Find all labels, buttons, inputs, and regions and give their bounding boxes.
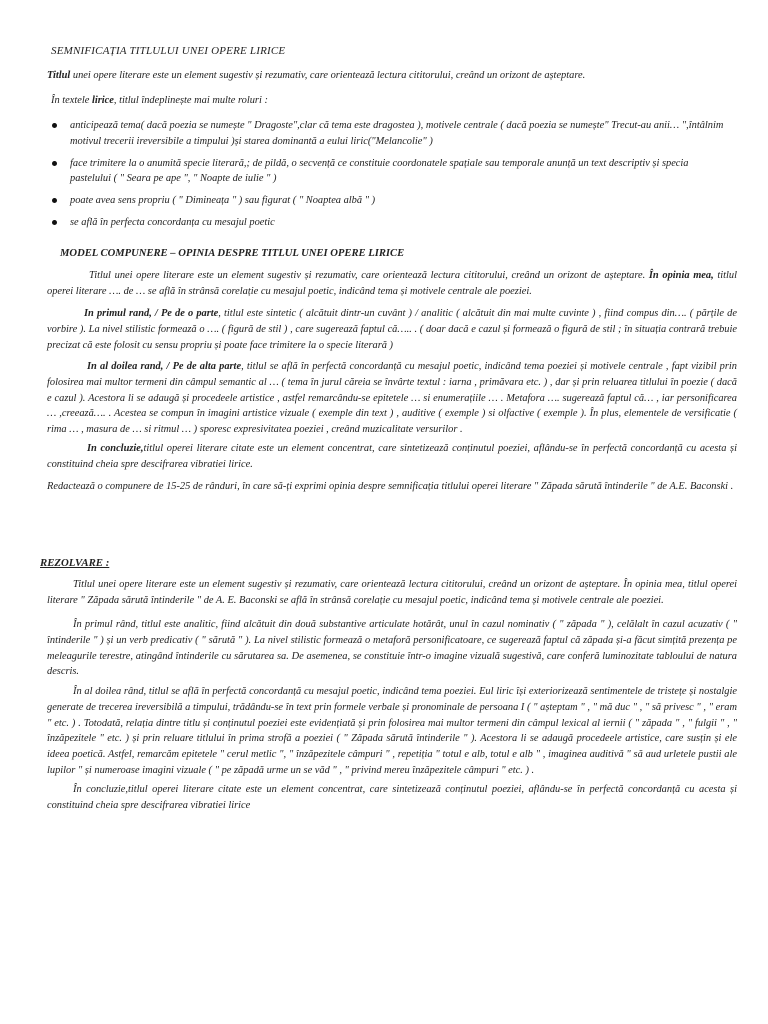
roles-list <box>52 118 732 237</box>
roles-intro-post: , titlul îndeplinește mai multe roluri : <box>113 95 268 106</box>
title-definition <box>47 68 737 84</box>
page-heading: SEMNIFICAȚIA TITLULUI UNEI OPERE LIRICE <box>51 45 286 57</box>
list-item <box>52 118 732 150</box>
model-heading: MODEL COMPUNERE – OPINIA DESPRE TITLUL UNEI OPERE LIRICE <box>60 248 405 259</box>
bullet-icon <box>52 161 57 166</box>
model-paragraph-4 <box>47 441 737 473</box>
model-p3-rest: , titlul se află în perfectă concordanță cu mesajul poetic, indicând tema poeziei și motivele centrale , fapt vizibil prin folosirea mai multor termeni din câmpul semantic al … ( tema în jurul căreia se învârte textul : iarna , primăvara etc. ) , dar și prin reluarea titlului în poezie ( dacă e cazul ). Acestora li se adaugă și procedeele artistice , astfel remarcându-se epitetele … si enumerațiile … . Metafora …. sugerează faptul că… , iar personificarea … ,creează…. . Acestea se compun în imagini artistice vizuale ( exemple din text ) , auditive ( exemple ) si olfactive ( exemple ). În plus, elementele de versificatie ( rima … , masura de … si ritmul … ) sporesc expresivitatea poeziei , creând muzicalitate versurilor . <box>47 361 737 436</box>
list-item <box>52 156 732 188</box>
model-paragraph-3 <box>47 359 737 438</box>
model-p1-bold: În opinia mea, <box>648 270 714 281</box>
model-p1-rest: titlul operei literare …. de … se află în strânsă corelație cu mesajul poetic, indicând tema și motivele centrale ale poeziei. <box>47 270 737 297</box>
solution-paragraph-4: În concluzie,titlul operei literare citate este un element concentrat, care sintetizează conținutul poeziei, aflându-se în perfectă concordanță cu acesta și constituind cheia spre descifrarea vibratiei lirice <box>47 784 737 811</box>
model-paragraph-2 <box>47 306 737 353</box>
bullet-icon <box>52 123 57 128</box>
roles-intro-pre: În textele <box>51 95 92 106</box>
solution-paragraph-2: În primul rând, titlul este analitic, fiind alcătuit din două substantive articulate hotărât, unul în cazul nominativ ( " zăpada " ), celălalt în cazul acuzativ ( " întinderile " ) și un verb predicativ ( " sărută " ). La nivel stilistic formează o metaforă personificatoare, ce sugerează faptul că zăpada și-a făcut simțită prezența pe meleagurile terestre, atingând întinderile cu sărutarea sa. De asemenea, se constituie într-o imagine vizuală sugestivă, care conferă luminozitate tabloului de natura descris. <box>47 619 737 678</box>
model-p2-rest: , titlul este sintetic ( alcătuit dintr-un cuvânt ) / analitic ( alcătuit din mai multe cuvinte ) , fiind compus din…. ( părțile de vorbire ). La nivel stilistic formează o …. ( figură de stil ) , care sugerează faptul că….. . ( doar dacă e cazul și formează o figură de stil ; în situația contrară trebuie precizat că este folosit cu sensu propriu și poate face trimitere la o specie literară ) <box>47 308 737 351</box>
roles-intro-bold: lirice <box>91 95 114 106</box>
definition-bold: Titlul <box>47 70 71 81</box>
list-item-text: face trimitere la o anumită specie literară,; de pildă, o secvență ce constituie coordonatele spațiale sau temporale anunță un text descriptiv și specia pastelului ( " Seara pe ape ", " Noapte de iulie " ) <box>70 157 689 185</box>
model-p1-text: Titlul unei opere literare este un element sugestiv și rezumativ, care orientează lectura cititorului, creând un orizont de așteptare. <box>89 270 649 281</box>
list-item-text: poate avea sens propriu ( " Dimineața " ) sau figurat ( " Noaptea albă " ) <box>70 195 376 207</box>
model-p4-rest: titlul operei literare citate este un element concentrat, care sintetizează conținutul poeziei, aflându-se în perfectă concordanță cu acesta și constituind cheia spre descifrarea vibratiei lirice. <box>47 443 737 470</box>
bullet-icon <box>52 198 57 203</box>
model-p2-bold: In primul rand, / Pe de o parte <box>84 308 219 319</box>
solution-paragraph-1: Titlul unei opere literare este un element sugestiv și rezumativ, care orientează lectura cititorului, creând un orizont de așteptare. În opinia mea, titlul operei literare " Zăpada sărută întinderile " de A. E. Baconski se află în strânsă corelație cu mesajul poetic, indicând tema și motivele centrale ale poeziei. <box>47 579 737 606</box>
bullet-icon <box>52 220 57 225</box>
list-item <box>52 193 732 209</box>
model-p4-bold: In concluzie, <box>87 443 144 454</box>
list-item-text: se află în perfecta concordanța cu mesajul poetic <box>70 217 275 229</box>
solution-paragraph-3: În al doilea rând, titlul se află în perfectă concordanță cu mesajul poetic, indicând tema poeziei. Eul liric își exteriorizează sentimentele de tristețe și nostalgie generate de trecerea ireversibilă a timpului, trădându-se în text prin formele verbale și pronominale de persoana I ( " așteptam " , " mă duc " , " să privesc " , " eram " etc. ) . Totodată, relația dintre titlu și conținutul poeziei este evidențiată și prin folosirea mai multor termeni din câmpul lexical al iernii ( " zăpada " , " fulgii " , " înzăpezitele " etc. ) și prin reluare titlului în prima strofă a poeziei ( " Zăpada sărută întinderile " ). Acestora li se adaugă procedeele artistice, care susțin și ele ideea poetică. Astfel, remarcăm epitetele " cerul metlic ", " înzăpezitele câmpuri " , repetiția " totul e alb, totul e alb " , imaginea auditivă " să aud urletele pustii ale lupilor " și numeroase imagini vizuale ( " pe zăpadă urme un se văd " , " privind mereu înzăpezitele câmpuri " etc. ) . <box>47 686 737 777</box>
solution-heading: REZOLVARE : <box>40 557 110 569</box>
task-paragraph: Redactează o compunere de 15-25 de rânduri, în care să-ți exprimi opinia despre semnificația titlului operei literare " Zăpada sărută întinderile " de A.E. Baconski . <box>47 481 734 492</box>
list-item <box>52 215 732 231</box>
roles-intro <box>51 93 268 109</box>
model-p3-bold: In al doilea rand, / Pe de alta parte <box>87 361 242 372</box>
list-item-text: anticipează tema( dacă poezia se numește " Dragoste",clar că tema este dragostea ), motivele centrale ( dacă poezia se numește" Trecut-au anii… ",întâlnim motivul trecerii ireversibile a timpului )și starea dominantă a eului liric("Melancolie" ) <box>70 120 724 147</box>
model-paragraph-1 <box>47 268 737 300</box>
definition-text: unei opere literare este un element sugestiv și rezumativ, care orientează lectura cititorului, creând un orizont de așteptare. <box>70 70 586 81</box>
